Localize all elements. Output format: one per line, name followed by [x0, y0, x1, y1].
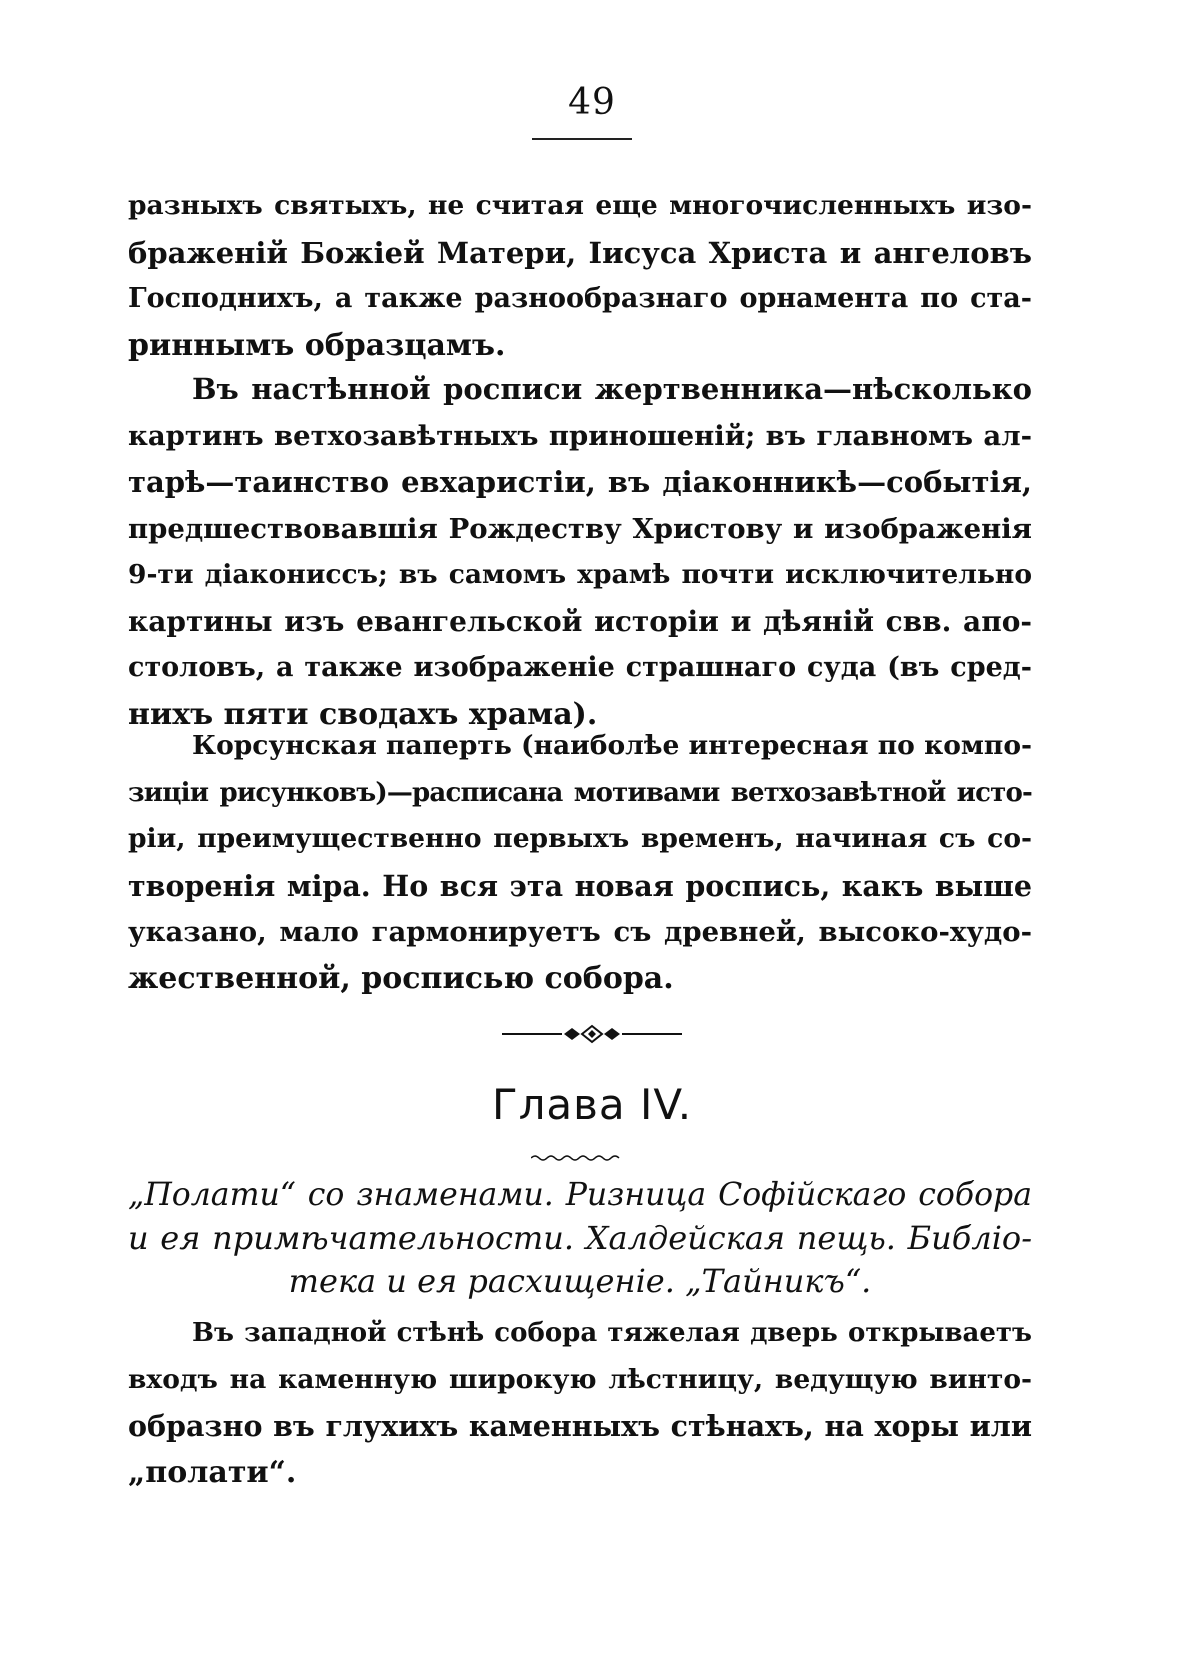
- paragraph-west-wall: [128, 1310, 1032, 1496]
- ornament-divider-icon: [502, 1024, 682, 1044]
- text-line: зиціи рисунковъ)—расписана мотивами ветхозавѣтной исто-: [128, 777, 1032, 808]
- text-line: тарѣ—таинство евхаристіи, въ діаконникѣ—событія,: [128, 465, 1032, 499]
- text-line: Корсунская паперть (наиболѣе интересная по компо-: [192, 730, 1032, 761]
- summary-line: „Полати“ со знаменами. Ризница Софійскаго собора: [128, 1177, 1032, 1213]
- text-line: нихъ пяти сводахъ храма).: [128, 696, 598, 732]
- text-line: риннымъ образцамъ.: [128, 327, 506, 363]
- text-line: разныхъ святыхъ, не считая еще многочисленныхъ изо-: [128, 190, 1032, 221]
- text-line: Въ западной стѣнѣ собора тяжелая дверь открываетъ: [192, 1318, 1032, 1348]
- text-line: „полати“.: [128, 1454, 297, 1490]
- chapter-title: Глава IV.: [491, 1080, 693, 1129]
- text-line: указано, мало гармонируетъ съ древней, высоко-худо-: [128, 916, 1032, 948]
- text-line: творенія міра. Но вся эта новая роспись, какъ выше: [128, 868, 1032, 903]
- summary-line: тека и ея расхищеніе. „Тайникъ“.: [288, 1262, 872, 1300]
- summary-line: и ея примѣчательности. Халдейская пещь. Библіо-: [128, 1219, 1032, 1257]
- text-line: ріи, преимущественно первыхъ временъ, начиная съ со-: [128, 823, 1032, 854]
- text-line: предшествовавшія Рождеству Христову и изображенія: [128, 512, 1032, 545]
- text-line: картинъ ветхозавѣтныхъ приношеній; въ главномъ ал-: [128, 419, 1032, 452]
- text-line: образно въ глухихъ каменныхъ стѣнахъ, на хоры или: [128, 1409, 1032, 1443]
- text-line: входъ на каменную широкую лѣстницу, ведущую винто-: [128, 1363, 1032, 1395]
- page-number-rule: [532, 138, 632, 140]
- paragraph-continuation: [128, 183, 1032, 369]
- text-line: столовъ, а также изображеніе страшнаго суда (въ сред-: [128, 652, 1032, 683]
- chapter-summary: [128, 1174, 1032, 1303]
- paragraph-korsun-porch: [128, 723, 1032, 1002]
- text-line: 9-ти діакониссъ; въ самомъ храмѣ почти исключительно: [128, 559, 1032, 590]
- chapter-wavy-rule-icon: [531, 1153, 623, 1163]
- section-ornament: [0, 1022, 1184, 1050]
- text-line: жественной, росписью собора.: [128, 960, 674, 996]
- text-line: Господнихъ, а также разнообразнаго орнамента по ста-: [128, 283, 1032, 314]
- paragraph-murals: [128, 366, 1032, 738]
- page-number: 49: [568, 82, 616, 123]
- text-line: картины изъ евангельской исторіи и дѣяній свв. апо-: [128, 604, 1032, 638]
- text-line: Въ настѣнной росписи жертвенника—нѣсколько: [192, 372, 1032, 406]
- text-line: браженій Божіей Матери, Іисуса Христа и ангеловъ: [128, 235, 1032, 270]
